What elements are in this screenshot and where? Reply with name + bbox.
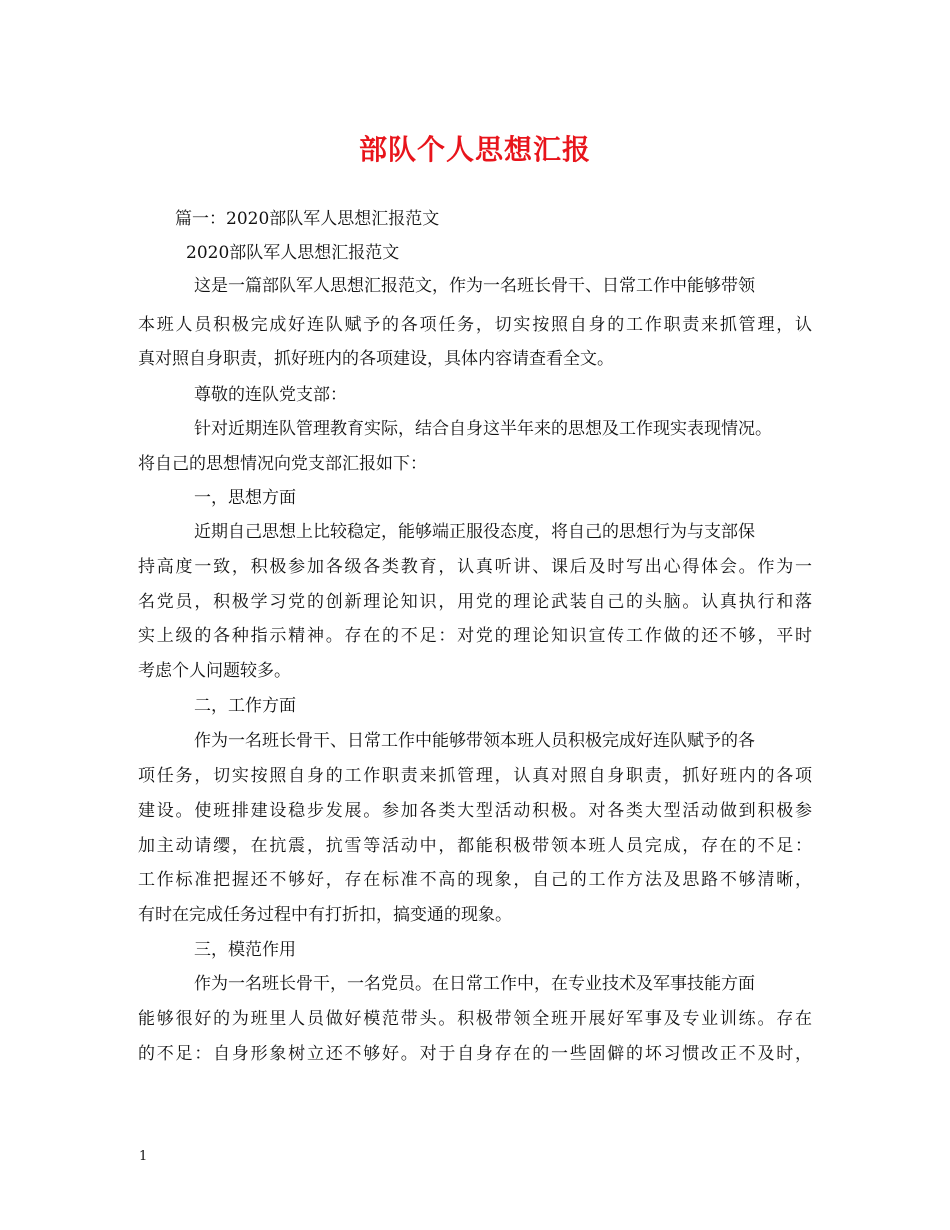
text-line: 真对照自身职责，抓好班内的各项建设，具体内容请查看全文。 [138,349,614,369]
text-line: 近期自己思想上比较稳定，能够端正服役态度，将自己的思想行为与支部保 [194,522,755,542]
text-line: 能够很好的为班里人员做好模范带头。积极带领全班开展好军事及专业训练。存在 [138,1009,812,1029]
text-line: 作为一名班长骨干、日常工作中能够带领本班人员积极完成好连队赋予的各 [194,731,755,751]
text-line: 考虑个人问题较多。 [138,661,291,681]
text-line: 将自己的思想情况向党支部汇报如下： [138,454,427,474]
text-line: 建设。使班排建设稳步发展。参加各类大型活动积极。对各类大型活动做到积极参 [138,801,812,821]
text-line: 2020部队军人思想汇报范文 [186,243,400,263]
text-line: 尊敬的连队党支部： [194,385,347,405]
text-line: 本班人员积极完成好连队赋予的各项任务，切实按照自身的工作职责来抓管理，认 [138,315,812,335]
text-line: 项任务，切实按照自身的工作职责来抓管理，认真对照自身职责，抓好班内的各项 [138,766,812,786]
text-line: 这是一篇部队军人思想汇报范文，作为一名班长骨干、日常工作中能够带领 [194,276,755,296]
text-line: 作为一名班长骨干，一名党员。在日常工作中，在专业技术及军事技能方面 [194,974,755,994]
text-line: 篇一：2020部队军人思想汇报范文 [175,209,440,229]
text-line: 的不足：自身形象树立还不够好。对于自身存在的一些固僻的坏习惯改正不及时， [138,1044,812,1064]
text-line: 持高度一致，积极参加各级各类教育，认真听讲、课后及时写出心得体会。作为一 [138,557,812,577]
text-line: 名党员，积极学习党的创新理论知识，用党的理论武装自己的头脑。认真执行和落 [138,592,812,612]
text-line: 实上级的各种指示精神。存在的不足：对党的理论知识宣传工作做的还不够，平时 [138,626,812,646]
section-heading: 二，工作方面 [194,696,296,716]
text-line: 针对近期连队管理教育实际，结合自身这半年来的思想及工作现实表现情况。 [194,419,772,439]
page-number: 1 [139,1149,148,1164]
text-line: 加主动请缨，在抗震，抗雪等活动中，都能积极带领本班人员完成，存在的不足： [138,836,812,856]
text-line: 工作标准把握还不够好，存在标准不高的现象，自己的工作方法及思路不够清晰， [138,870,812,890]
text-line: 有时在完成任务过程中有打折扣，搞变通的现象。 [138,905,512,925]
document-title: 部队个人思想汇报 [358,133,591,166]
section-heading: 一，思想方面 [194,488,296,508]
section-heading: 三，模范作用 [194,940,296,960]
